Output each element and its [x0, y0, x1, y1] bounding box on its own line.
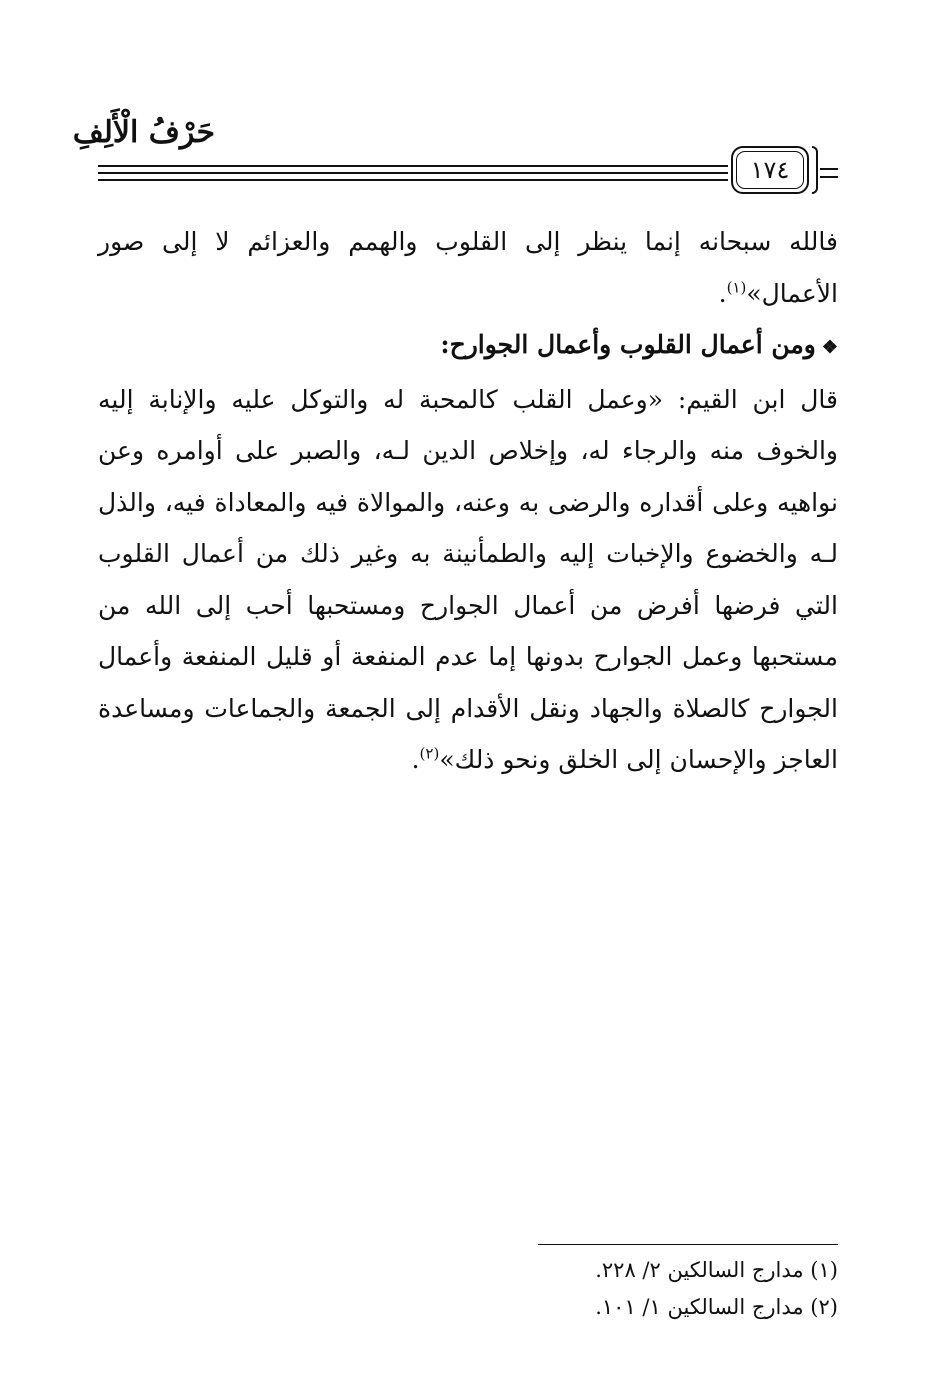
footnote-separator: [538, 1244, 838, 1245]
running-title: حَرْفُ الْأَلِفِ: [72, 115, 215, 150]
paragraph-1-text: فالله سبحانه إنما ينظر إلى القلوب والهمم والعزائم لا إلى صور الأعمال»: [98, 227, 838, 308]
paragraph-1-end: .: [718, 278, 727, 308]
footnotes: [438, 1252, 838, 1326]
header-rule: [98, 179, 728, 181]
footnote-ref-1[interactable]: (١): [726, 278, 747, 297]
main-text: [98, 216, 838, 786]
paragraph-2: [98, 374, 838, 786]
section-heading-text: ومن أعمال القلوب وأعمال الجوارح:: [440, 330, 816, 359]
page-number: ١٧٤: [750, 156, 790, 184]
section-heading: [98, 319, 838, 374]
page-number-frame: [731, 146, 809, 194]
paragraph-2-end: .: [411, 745, 420, 774]
diamond-bullet-icon: ❖: [821, 337, 838, 358]
header-rule: [98, 165, 728, 167]
footnote-1: (١) مدارج السالكين ٢/ ٢٢٨.: [595, 1258, 838, 1282]
header-rule: [820, 168, 838, 170]
paragraph-2-text: قال ابن القيم: «وعمل القلب كالمحبة له والتوكل عليه والإنابة إليه والخوف منه والرجاء له، وإخلاص الدين لـه، والصبر على أوامره وعن نواهيه وعلى أقداره والرضى به وعنه، والموالاة فيه والمعاداة فيه، والذل لـه والخضوع والإخبات إليه والطمأنينة به وغير ذلك من أعمال القلوب التي فرضها أفرض من أعمال الجوارح ومستحبها أحب إلى الله من مستحبها وعمل الجوارح بدونها إما عدم المنفعة أو قليل المنفعة وأعمال الجوارح كالصلاة والجهاد ونقل الأقدام إلى الجمعة والجماعات ومساعدة العاجز والإحسان إلى الخلق ونحو ذلك»: [98, 384, 838, 774]
header-bracket: [812, 146, 818, 194]
footnote-ref-2[interactable]: (٢): [419, 744, 440, 763]
paragraph-1: [98, 216, 838, 319]
header-rule: [98, 172, 728, 174]
footnote-2: (٢) مدارج السالكين ١/ ١٠١.: [595, 1295, 838, 1319]
header-rule: [820, 176, 838, 178]
